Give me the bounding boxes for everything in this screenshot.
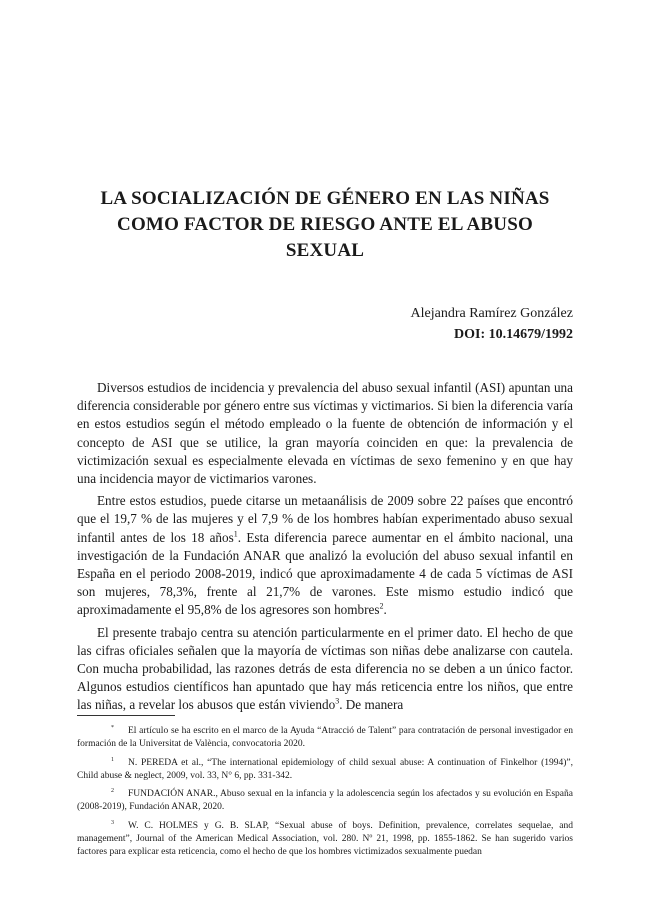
footnote-marker: 2 [111, 788, 114, 795]
footnotes [77, 722, 573, 861]
footnote-2 [77, 785, 573, 815]
article-title: LA SOCIALIZACIÓN DE GÉNERO EN LAS NIÑAS COMO FACTOR DE RIESGO ANTE EL ABUSO SEXUAL [100, 188, 550, 261]
article-author: Alejandra Ramírez González [410, 306, 573, 321]
footnote-marker: * [111, 725, 114, 731]
paragraph-1 [77, 379, 573, 488]
footnote-text: El artículo se ha escrito en el marco de la Ayuda “Atracció de Talent” para contratación de personal investigador en formación de la Universitat de València, convocatoria 2020. [77, 726, 573, 750]
footnote-3 [77, 817, 573, 860]
paragraph-3 [77, 624, 573, 715]
footnote-1 [77, 754, 573, 784]
footnote-star [77, 722, 573, 752]
footnote-ref-1[interactable]: 1 [233, 529, 238, 539]
footnote-marker: 3 [111, 819, 114, 826]
paragraph-text: . Esta diferencia parece aumentar en el ámbito nacional, una investigación de la Fundación ANAR que analizó la evolución del abuso sexual infantil en España en el periodo 2008-2019, indicó que aproximadamente 4 de cada 5 víctimas de ASI son mujeres, 78,3%, frente al 21,7% de varones. Este mismo estudio indicó que aproximadamente el 95,8% de los agresores son hombres [77, 529, 573, 618]
footnote-ref-3[interactable]: 3 [335, 697, 340, 707]
paragraph-2 [77, 492, 573, 619]
paragraph-text: Diversos estudios de incidencia y prevalencia del abuso sexual infantil (ASI) apuntan una diferencia considerable por género entre sus víctimas y victimarios. Si bien la diferencia varía en estos estudios según el método empleado o la fuente de obtención de información y el concepto de ASI que se utilice, la gran mayoría coinciden en que: la prevalencia de victimización sexual es especialmente elevada en víctimas de sexo femenino y en que hay una incidencia mayor de victimarios varones. [77, 380, 573, 487]
footnote-text: W. C. HOLMES y G. B. SLAP, “Sexual abuse of boys. Definition, prevalence, correlates sequelae, and management”, Journal of the American Medical Association, vol. 280. Nº 21, 1998, pp. 1855-1862. Se han sugerido varios factores para explicar esta reticencia, como el hecho de que los hombres victimizados sexualmente puedan [77, 820, 573, 858]
footnote-ref-2[interactable]: 2 [379, 602, 384, 612]
footnote-text: FUNDACIÓN ANAR., Abuso sexual en la infancia y la adolescencia según los afectados y su evolución en España (2008-2019), Fundación ANAR, 2020. [77, 789, 573, 813]
article-body [77, 379, 573, 719]
footnote-marker: 1 [111, 756, 114, 763]
paragraph-text: . De manera [339, 697, 404, 713]
article-doi: DOI: 10.14679/1992 [454, 327, 573, 342]
paragraph-text: Entre estos estudios, puede citarse un metaanálisis de 2009 sobre 22 países que encontró que el 19,7 % de las mujeres y el 7,9 % de los hombres habían experimentado abuso sexual infantil antes de los 18 años [77, 493, 573, 545]
footnote-text: N. PEREDA et al., “The international epidemiology of child sexual abuse: A continuation of Finkelhor (1994)”, Child abuse & neglect, 2009, vol. 33, N° 6, pp. 331-342. [77, 757, 573, 781]
footnote-separator [77, 715, 175, 716]
paragraph-text: . [383, 602, 387, 618]
paragraph-text: El presente trabajo centra su atención particularmente en el primer dato. El hecho de que las cifras oficiales señalen que la mayoría de víctimas son niñas debe analizarse con cautela. Con mucha probabilidad, las razones detrás de esta diferencia no se deben a un único factor. Algunos estudios científicos han apuntado que hay más reticencia entre los niños, que entre las niñas, a revelar los abusos que están viviendo [77, 624, 573, 713]
